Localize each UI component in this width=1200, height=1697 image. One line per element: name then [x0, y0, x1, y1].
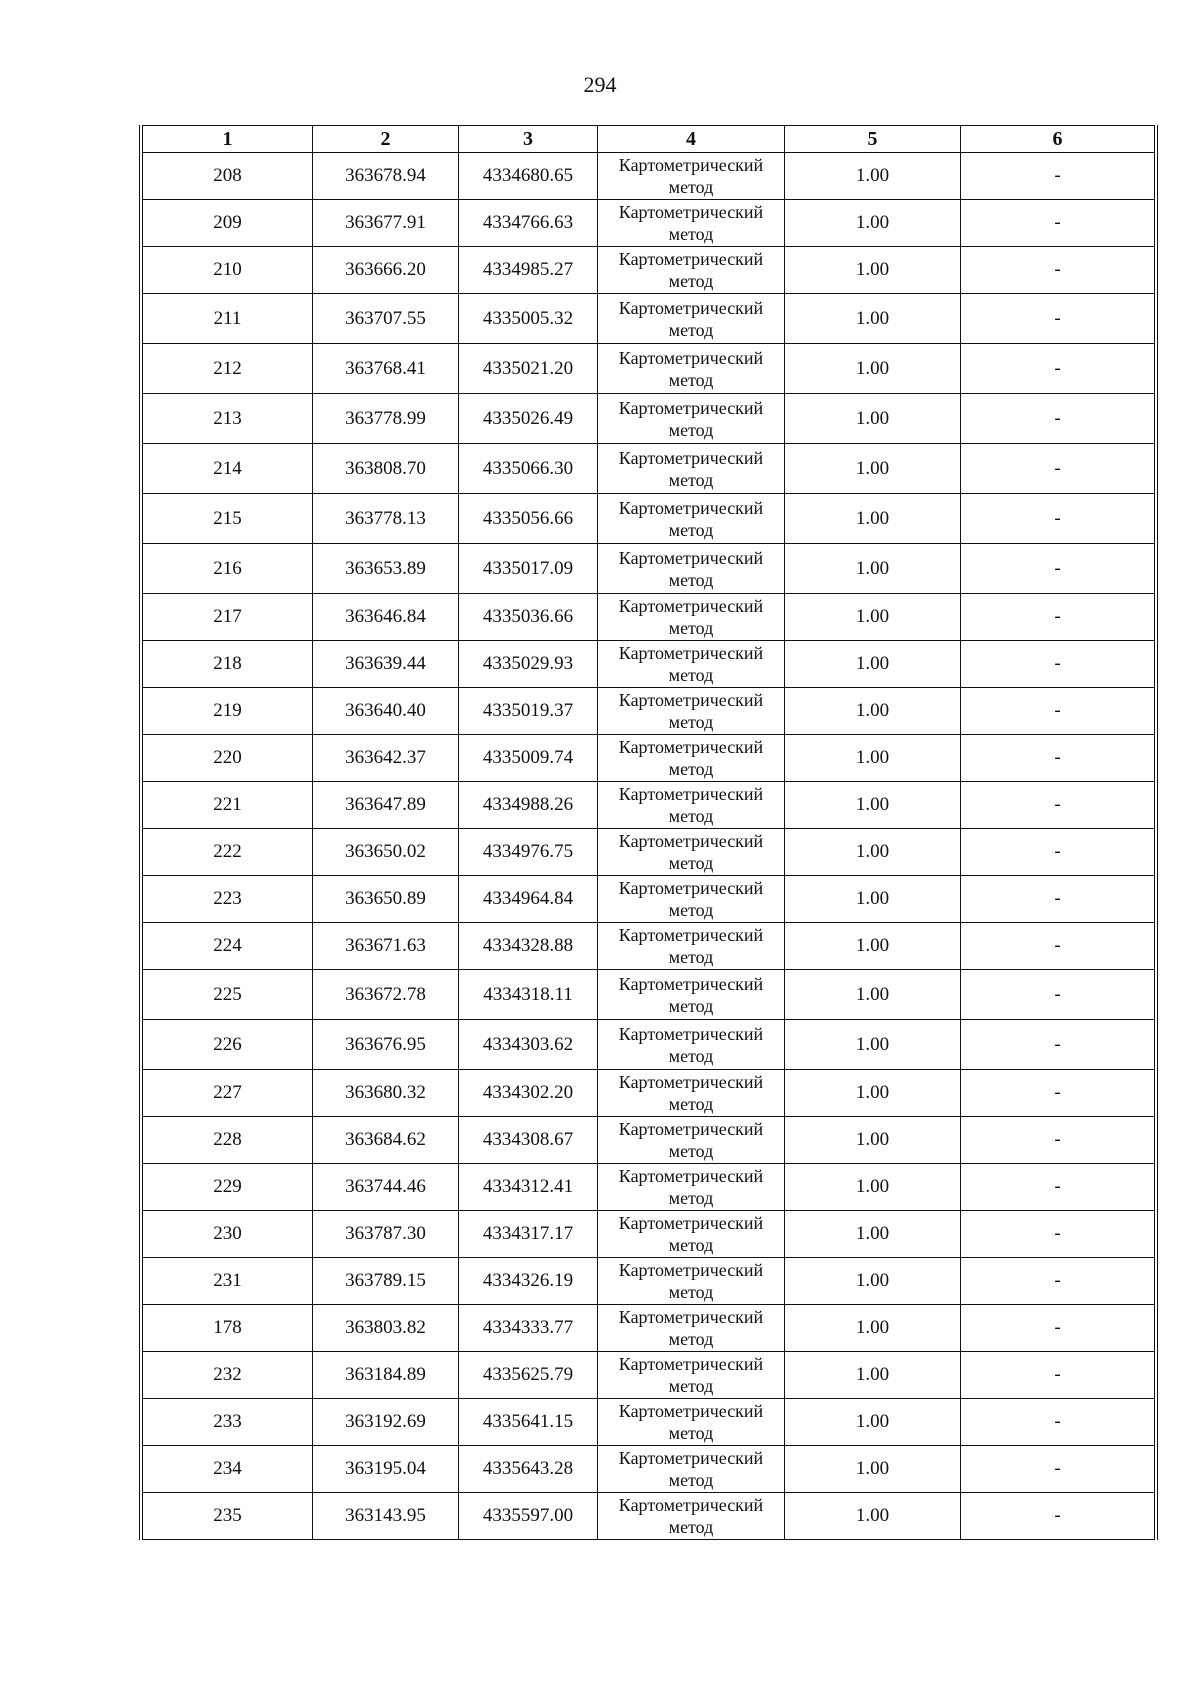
point-number-cell: 233: [143, 1399, 313, 1446]
method-cell: [598, 1258, 785, 1305]
x-coordinate-cell: 363143.95: [313, 1493, 459, 1540]
method-cell: [598, 688, 785, 735]
column-header-5: 5: [785, 126, 961, 153]
y-coordinate-cell: 4334317.17: [459, 1211, 598, 1258]
method-line-2: метод: [668, 1329, 714, 1349]
accuracy-cell: 1.00: [785, 641, 961, 688]
accuracy-cell: 1.00: [785, 782, 961, 829]
method-line-2: метод: [668, 618, 714, 638]
note-cell: -: [961, 200, 1155, 247]
accuracy-cell: 1.00: [785, 200, 961, 247]
accuracy-cell: 1.00: [785, 1164, 961, 1211]
table-row: [143, 494, 1155, 544]
note-cell: -: [961, 923, 1155, 970]
point-number-cell: 227: [143, 1070, 313, 1117]
table-body: [143, 153, 1155, 1540]
point-number-cell: 224: [143, 923, 313, 970]
table-row: [143, 970, 1155, 1020]
accuracy-cell: 1.00: [785, 1399, 961, 1446]
method-line-2: метод: [668, 1376, 714, 1396]
x-coordinate-cell: 363778.99: [313, 394, 459, 444]
table-row: [143, 876, 1155, 923]
y-coordinate-cell: 4334318.11: [459, 970, 598, 1020]
point-number-cell: 178: [143, 1305, 313, 1352]
note-cell: -: [961, 294, 1155, 344]
point-number-cell: 217: [143, 594, 313, 641]
y-coordinate-cell: 4335029.93: [459, 641, 598, 688]
page-number: 294: [583, 72, 617, 97]
method-line-1: Картометрический: [618, 155, 764, 175]
method-line-2: метод: [668, 1094, 714, 1114]
x-coordinate-cell: 363680.32: [313, 1070, 459, 1117]
accuracy-cell: 1.00: [785, 594, 961, 641]
x-coordinate-cell: 363671.63: [313, 923, 459, 970]
method-line-1: Картометрический: [618, 447, 764, 468]
note-cell: -: [961, 247, 1155, 294]
accuracy-cell: 1.00: [785, 1258, 961, 1305]
method-line-1: Картометрический: [618, 784, 764, 804]
method-line-2: метод: [668, 1045, 714, 1066]
accuracy-cell: 1.00: [785, 1446, 961, 1493]
x-coordinate-cell: 363653.89: [313, 544, 459, 594]
method-line-2: метод: [668, 224, 714, 244]
method-line-2: метод: [668, 1517, 714, 1537]
method-line-2: метод: [668, 519, 714, 540]
table-row: [143, 1399, 1155, 1446]
method-cell: [598, 735, 785, 782]
method-cell: [598, 544, 785, 594]
accuracy-cell: 1.00: [785, 1305, 961, 1352]
y-coordinate-cell: 4335643.28: [459, 1446, 598, 1493]
point-number-cell: 231: [143, 1258, 313, 1305]
accuracy-cell: 1.00: [785, 923, 961, 970]
method-line-2: метод: [668, 665, 714, 685]
method-line-2: метод: [668, 1188, 714, 1208]
accuracy-cell: 1.00: [785, 876, 961, 923]
method-cell: [598, 344, 785, 394]
method-line-1: Картометрический: [618, 643, 764, 663]
table-row: [143, 444, 1155, 494]
accuracy-cell: 1.00: [785, 1070, 961, 1117]
method-line-1: Картометрический: [618, 831, 764, 851]
accuracy-cell: 1.00: [785, 970, 961, 1020]
note-cell: -: [961, 1493, 1155, 1540]
method-cell: [598, 1352, 785, 1399]
note-cell: -: [961, 829, 1155, 876]
note-cell: -: [961, 344, 1155, 394]
table-row: [143, 1305, 1155, 1352]
table-row: [143, 735, 1155, 782]
x-coordinate-cell: 363650.89: [313, 876, 459, 923]
note-cell: -: [961, 1305, 1155, 1352]
accuracy-cell: 1.00: [785, 344, 961, 394]
method-cell: [598, 200, 785, 247]
method-cell: [598, 1211, 785, 1258]
accuracy-cell: 1.00: [785, 247, 961, 294]
y-coordinate-cell: 4335597.00: [459, 1493, 598, 1540]
accuracy-cell: 1.00: [785, 153, 961, 200]
method-line-2: метод: [668, 1235, 714, 1255]
method-line-1: Картометрический: [618, 973, 764, 994]
accuracy-cell: 1.00: [785, 494, 961, 544]
table-row: [143, 1020, 1155, 1070]
point-number-cell: 232: [143, 1352, 313, 1399]
point-number-cell: 219: [143, 688, 313, 735]
table-row: [143, 1258, 1155, 1305]
table-row: [143, 294, 1155, 344]
x-coordinate-cell: 363707.55: [313, 294, 459, 344]
method-line-2: метод: [668, 1282, 714, 1302]
y-coordinate-cell: 4335056.66: [459, 494, 598, 544]
method-line-2: метод: [668, 853, 714, 873]
point-number-cell: 234: [143, 1446, 313, 1493]
method-cell: [598, 1399, 785, 1446]
table-row: [143, 200, 1155, 247]
point-number-cell: 216: [143, 544, 313, 594]
y-coordinate-cell: 4335017.09: [459, 544, 598, 594]
column-header-3: 3: [459, 126, 598, 153]
point-number-cell: 235: [143, 1493, 313, 1540]
method-cell: [598, 1164, 785, 1211]
note-cell: -: [961, 394, 1155, 444]
note-cell: -: [961, 444, 1155, 494]
note-cell: -: [961, 1020, 1155, 1070]
method-line-1: Картометрический: [618, 737, 764, 757]
accuracy-cell: 1.00: [785, 294, 961, 344]
method-line-1: Картометрический: [618, 1119, 764, 1139]
x-coordinate-cell: 363808.70: [313, 444, 459, 494]
y-coordinate-cell: 4334766.63: [459, 200, 598, 247]
x-coordinate-cell: 363672.78: [313, 970, 459, 1020]
accuracy-cell: 1.00: [785, 829, 961, 876]
method-line-1: Картометрический: [618, 1166, 764, 1186]
method-cell: [598, 1117, 785, 1164]
method-cell: [598, 594, 785, 641]
point-number-cell: 211: [143, 294, 313, 344]
method-cell: [598, 1493, 785, 1540]
method-line-2: метод: [668, 469, 714, 490]
table-row: [143, 394, 1155, 444]
point-number-cell: 223: [143, 876, 313, 923]
accuracy-cell: 1.00: [785, 1352, 961, 1399]
method-line-1: Картометрический: [618, 202, 764, 222]
method-line-1: Картометрический: [618, 1260, 764, 1280]
method-cell: [598, 1070, 785, 1117]
y-coordinate-cell: 4334308.67: [459, 1117, 598, 1164]
y-coordinate-cell: 4334302.20: [459, 1070, 598, 1117]
method-cell: [598, 494, 785, 544]
method-line-1: Картометрический: [618, 297, 764, 318]
x-coordinate-cell: 363778.13: [313, 494, 459, 544]
table-row: [143, 829, 1155, 876]
point-number-cell: 230: [143, 1211, 313, 1258]
table-header-row: [143, 126, 1155, 153]
y-coordinate-cell: 4334326.19: [459, 1258, 598, 1305]
method-cell: [598, 153, 785, 200]
note-cell: -: [961, 1399, 1155, 1446]
y-coordinate-cell: 4334303.62: [459, 1020, 598, 1070]
method-line-2: метод: [668, 419, 714, 440]
x-coordinate-cell: 363195.04: [313, 1446, 459, 1493]
method-cell: [598, 394, 785, 444]
point-number-cell: 226: [143, 1020, 313, 1070]
point-number-cell: 228: [143, 1117, 313, 1164]
y-coordinate-cell: 4335019.37: [459, 688, 598, 735]
method-cell: [598, 970, 785, 1020]
x-coordinate-cell: 363803.82: [313, 1305, 459, 1352]
method-line-2: метод: [668, 712, 714, 732]
method-line-1: Картометрический: [618, 397, 764, 418]
method-cell: [598, 641, 785, 688]
method-cell: [598, 444, 785, 494]
method-line-2: метод: [668, 995, 714, 1016]
y-coordinate-cell: 4335036.66: [459, 594, 598, 641]
table-row: [143, 247, 1155, 294]
method-line-1: Картометрический: [618, 249, 764, 269]
accuracy-cell: 1.00: [785, 544, 961, 594]
x-coordinate-cell: 363787.30: [313, 1211, 459, 1258]
method-line-1: Картометрический: [618, 1213, 764, 1233]
method-cell: [598, 829, 785, 876]
method-cell: [598, 1305, 785, 1352]
x-coordinate-cell: 363642.37: [313, 735, 459, 782]
y-coordinate-cell: 4335021.20: [459, 344, 598, 394]
y-coordinate-cell: 4334328.88: [459, 923, 598, 970]
note-cell: -: [961, 1070, 1155, 1117]
method-line-1: Картометрический: [618, 547, 764, 568]
point-number-cell: 229: [143, 1164, 313, 1211]
coordinates-table: [142, 125, 1155, 1540]
table-row: [143, 688, 1155, 735]
point-number-cell: 220: [143, 735, 313, 782]
y-coordinate-cell: 4335066.30: [459, 444, 598, 494]
note-cell: -: [961, 1164, 1155, 1211]
method-line-2: метод: [668, 759, 714, 779]
method-cell: [598, 294, 785, 344]
table-row: [143, 1446, 1155, 1493]
column-header-6: 6: [961, 126, 1155, 153]
coordinates-table-frame: [139, 125, 1158, 1540]
y-coordinate-cell: 4334312.41: [459, 1164, 598, 1211]
point-number-cell: 213: [143, 394, 313, 444]
x-coordinate-cell: 363639.44: [313, 641, 459, 688]
point-number-cell: 225: [143, 970, 313, 1020]
method-line-1: Картометрический: [618, 878, 764, 898]
note-cell: -: [961, 544, 1155, 594]
x-coordinate-cell: 363640.40: [313, 688, 459, 735]
accuracy-cell: 1.00: [785, 1211, 961, 1258]
note-cell: -: [961, 782, 1155, 829]
table-row: [143, 344, 1155, 394]
point-number-cell: 208: [143, 153, 313, 200]
y-coordinate-cell: 4335009.74: [459, 735, 598, 782]
column-header-4: 4: [598, 126, 785, 153]
method-line-1: Картометрический: [618, 596, 764, 616]
table-row: [143, 594, 1155, 641]
x-coordinate-cell: 363676.95: [313, 1020, 459, 1070]
note-cell: -: [961, 876, 1155, 923]
point-number-cell: 210: [143, 247, 313, 294]
x-coordinate-cell: 363647.89: [313, 782, 459, 829]
x-coordinate-cell: 363677.91: [313, 200, 459, 247]
method-line-1: Картометрический: [618, 925, 764, 945]
table-row: [143, 153, 1155, 200]
note-cell: -: [961, 594, 1155, 641]
table-row: [143, 782, 1155, 829]
method-cell: [598, 1446, 785, 1493]
method-line-1: Картометрический: [618, 1307, 764, 1327]
method-line-1: Картометрический: [618, 1354, 764, 1374]
table-row: [143, 1352, 1155, 1399]
method-line-2: метод: [668, 569, 714, 590]
x-coordinate-cell: 363646.84: [313, 594, 459, 641]
point-number-cell: 214: [143, 444, 313, 494]
table-row: [143, 1493, 1155, 1540]
accuracy-cell: 1.00: [785, 735, 961, 782]
method-line-2: метод: [668, 947, 714, 967]
method-line-2: метод: [668, 271, 714, 291]
y-coordinate-cell: 4335026.49: [459, 394, 598, 444]
note-cell: -: [961, 1117, 1155, 1164]
table-row: [143, 1070, 1155, 1117]
method-line-1: Картометрический: [618, 497, 764, 518]
y-coordinate-cell: 4335005.32: [459, 294, 598, 344]
note-cell: -: [961, 494, 1155, 544]
table-row: [143, 641, 1155, 688]
note-cell: -: [961, 1446, 1155, 1493]
note-cell: -: [961, 1211, 1155, 1258]
method-cell: [598, 876, 785, 923]
note-cell: -: [961, 1258, 1155, 1305]
y-coordinate-cell: 4334988.26: [459, 782, 598, 829]
method-cell: [598, 923, 785, 970]
method-line-1: Картометрический: [618, 1448, 764, 1468]
method-line-2: метод: [668, 1141, 714, 1161]
accuracy-cell: 1.00: [785, 688, 961, 735]
point-number-cell: 222: [143, 829, 313, 876]
x-coordinate-cell: 363184.89: [313, 1352, 459, 1399]
x-coordinate-cell: 363684.62: [313, 1117, 459, 1164]
x-coordinate-cell: 363678.94: [313, 153, 459, 200]
accuracy-cell: 1.00: [785, 444, 961, 494]
method-line-2: метод: [668, 177, 714, 197]
note-cell: -: [961, 735, 1155, 782]
note-cell: -: [961, 153, 1155, 200]
y-coordinate-cell: 4334976.75: [459, 829, 598, 876]
point-number-cell: 221: [143, 782, 313, 829]
y-coordinate-cell: 4335625.79: [459, 1352, 598, 1399]
method-line-2: метод: [668, 369, 714, 390]
table-row: [143, 1211, 1155, 1258]
y-coordinate-cell: 4334964.84: [459, 876, 598, 923]
table-row: [143, 923, 1155, 970]
method-line-2: метод: [668, 1423, 714, 1443]
accuracy-cell: 1.00: [785, 1020, 961, 1070]
point-number-cell: 209: [143, 200, 313, 247]
y-coordinate-cell: 4334680.65: [459, 153, 598, 200]
method-line-1: Картометрический: [618, 1401, 764, 1421]
note-cell: -: [961, 688, 1155, 735]
method-line-1: Картометрический: [618, 690, 764, 710]
y-coordinate-cell: 4334985.27: [459, 247, 598, 294]
x-coordinate-cell: 363789.15: [313, 1258, 459, 1305]
x-coordinate-cell: 363650.02: [313, 829, 459, 876]
y-coordinate-cell: 4334333.77: [459, 1305, 598, 1352]
y-coordinate-cell: 4335641.15: [459, 1399, 598, 1446]
method-cell: [598, 247, 785, 294]
point-number-cell: 212: [143, 344, 313, 394]
method-line-2: метод: [668, 806, 714, 826]
note-cell: -: [961, 641, 1155, 688]
method-cell: [598, 782, 785, 829]
x-coordinate-cell: 363192.69: [313, 1399, 459, 1446]
method-line-1: Картометрический: [618, 1023, 764, 1044]
method-line-2: метод: [668, 1470, 714, 1490]
accuracy-cell: 1.00: [785, 1117, 961, 1164]
x-coordinate-cell: 363744.46: [313, 1164, 459, 1211]
method-line-1: Картометрический: [618, 1072, 764, 1092]
x-coordinate-cell: 363768.41: [313, 344, 459, 394]
table-row: [143, 544, 1155, 594]
x-coordinate-cell: 363666.20: [313, 247, 459, 294]
method-line-1: Картометрический: [618, 1495, 764, 1515]
column-header-1: 1: [143, 126, 313, 153]
note-cell: -: [961, 1352, 1155, 1399]
point-number-cell: 218: [143, 641, 313, 688]
table-row: [143, 1164, 1155, 1211]
note-cell: -: [961, 970, 1155, 1020]
method-cell: [598, 1020, 785, 1070]
table-row: [143, 1117, 1155, 1164]
method-line-2: метод: [668, 319, 714, 340]
accuracy-cell: 1.00: [785, 1493, 961, 1540]
method-line-1: Картометрический: [618, 347, 764, 368]
point-number-cell: 215: [143, 494, 313, 544]
accuracy-cell: 1.00: [785, 394, 961, 444]
column-header-2: 2: [313, 126, 459, 153]
method-line-2: метод: [668, 900, 714, 920]
